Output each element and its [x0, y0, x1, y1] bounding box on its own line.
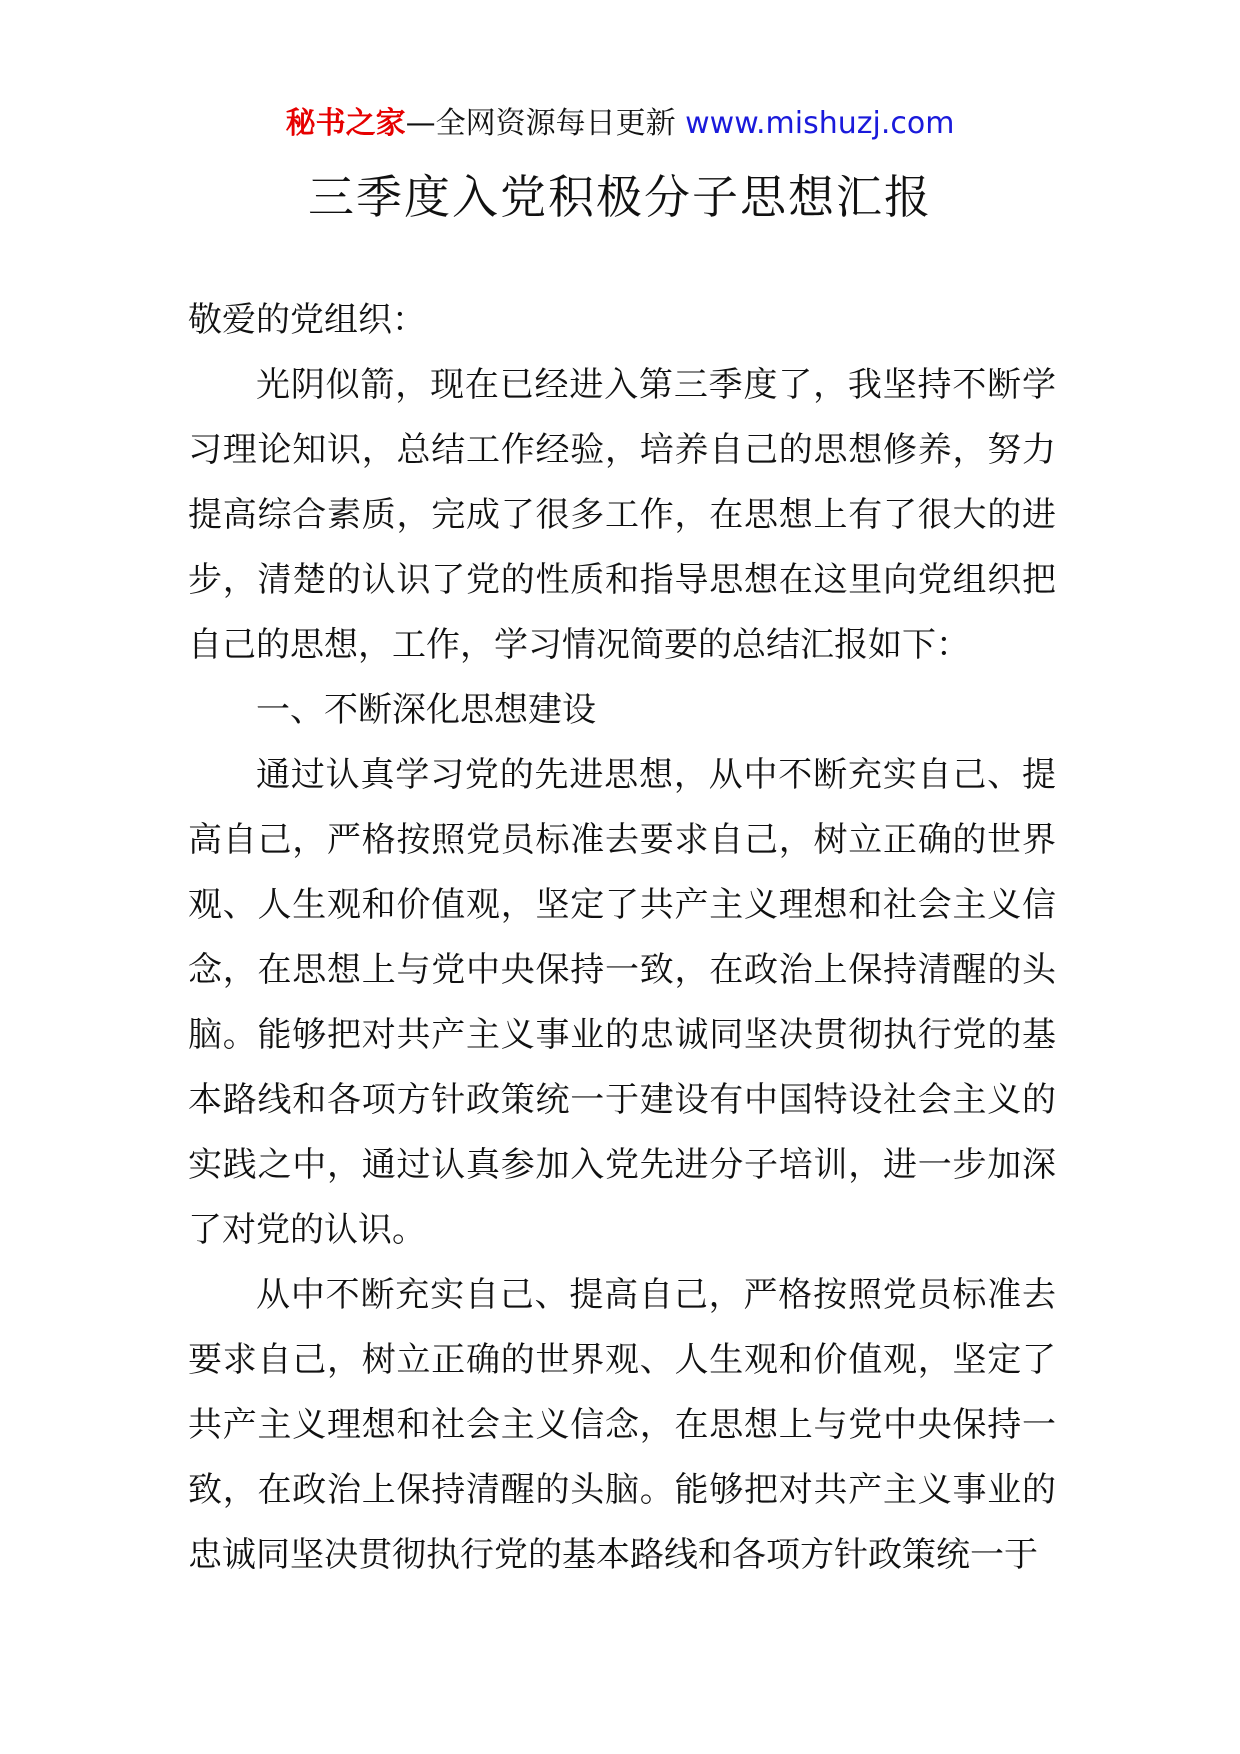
paragraph-continued: 从中不断充实自己、提高自己，严格按照党员标准去要求自己，树立正确的世界观、人生观和价值观，坚定了共产主义理想和社会主义信念，在思想上与党中央保持一致，在政治上保持清醒的头脑。能够把对共产主义事业的忠诚同坚决贯彻执行党的基本路线和各项方针政策统一于 [188, 1275, 1056, 1575]
paragraph-intro: 光阴似箭，现在已经进入第三季度了，我坚持不断学习理论知识，总结工作经验，培养自己的思想修养，努力提高综合素质，完成了很多工作，在思想上有了很大的进步，清楚的认识了党的性质和指导思想在这里向党组织把自己的思想，工作，学习情况简要的总结汇报如下： [188, 365, 1056, 665]
document-body [188, 288, 1056, 1588]
site-header [0, 100, 1240, 148]
site-url-link[interactable]: www.mishuzj.com [685, 106, 955, 141]
salutation: 敬爱的党组织： [188, 300, 426, 340]
section-heading: 一、不断深化思想建设 [256, 690, 596, 730]
document-title: 三季度入党积极分子思想汇报 [308, 170, 932, 224]
paragraph-study: 通过认真学习党的先进思想，从中不断充实自己、提高自己，严格按照党员标准去要求自己，树立正确的世界观、人生观和价值观，坚定了共产主义理想和社会主义信念，在思想上与党中央保持一致，在政治上保持清醒的头脑。能够把对共产主义事业的忠诚同坚决贯彻执行党的基本路线和各项方针政策统一于建设有中国特设社会主义的实践之中，通过认真参加入党先进分子培训，进一步加深了对党的认识。 [188, 755, 1056, 1250]
site-brand: 秘书之家 [285, 106, 406, 141]
site-slogan: —全网资源每日更新 [405, 106, 686, 141]
